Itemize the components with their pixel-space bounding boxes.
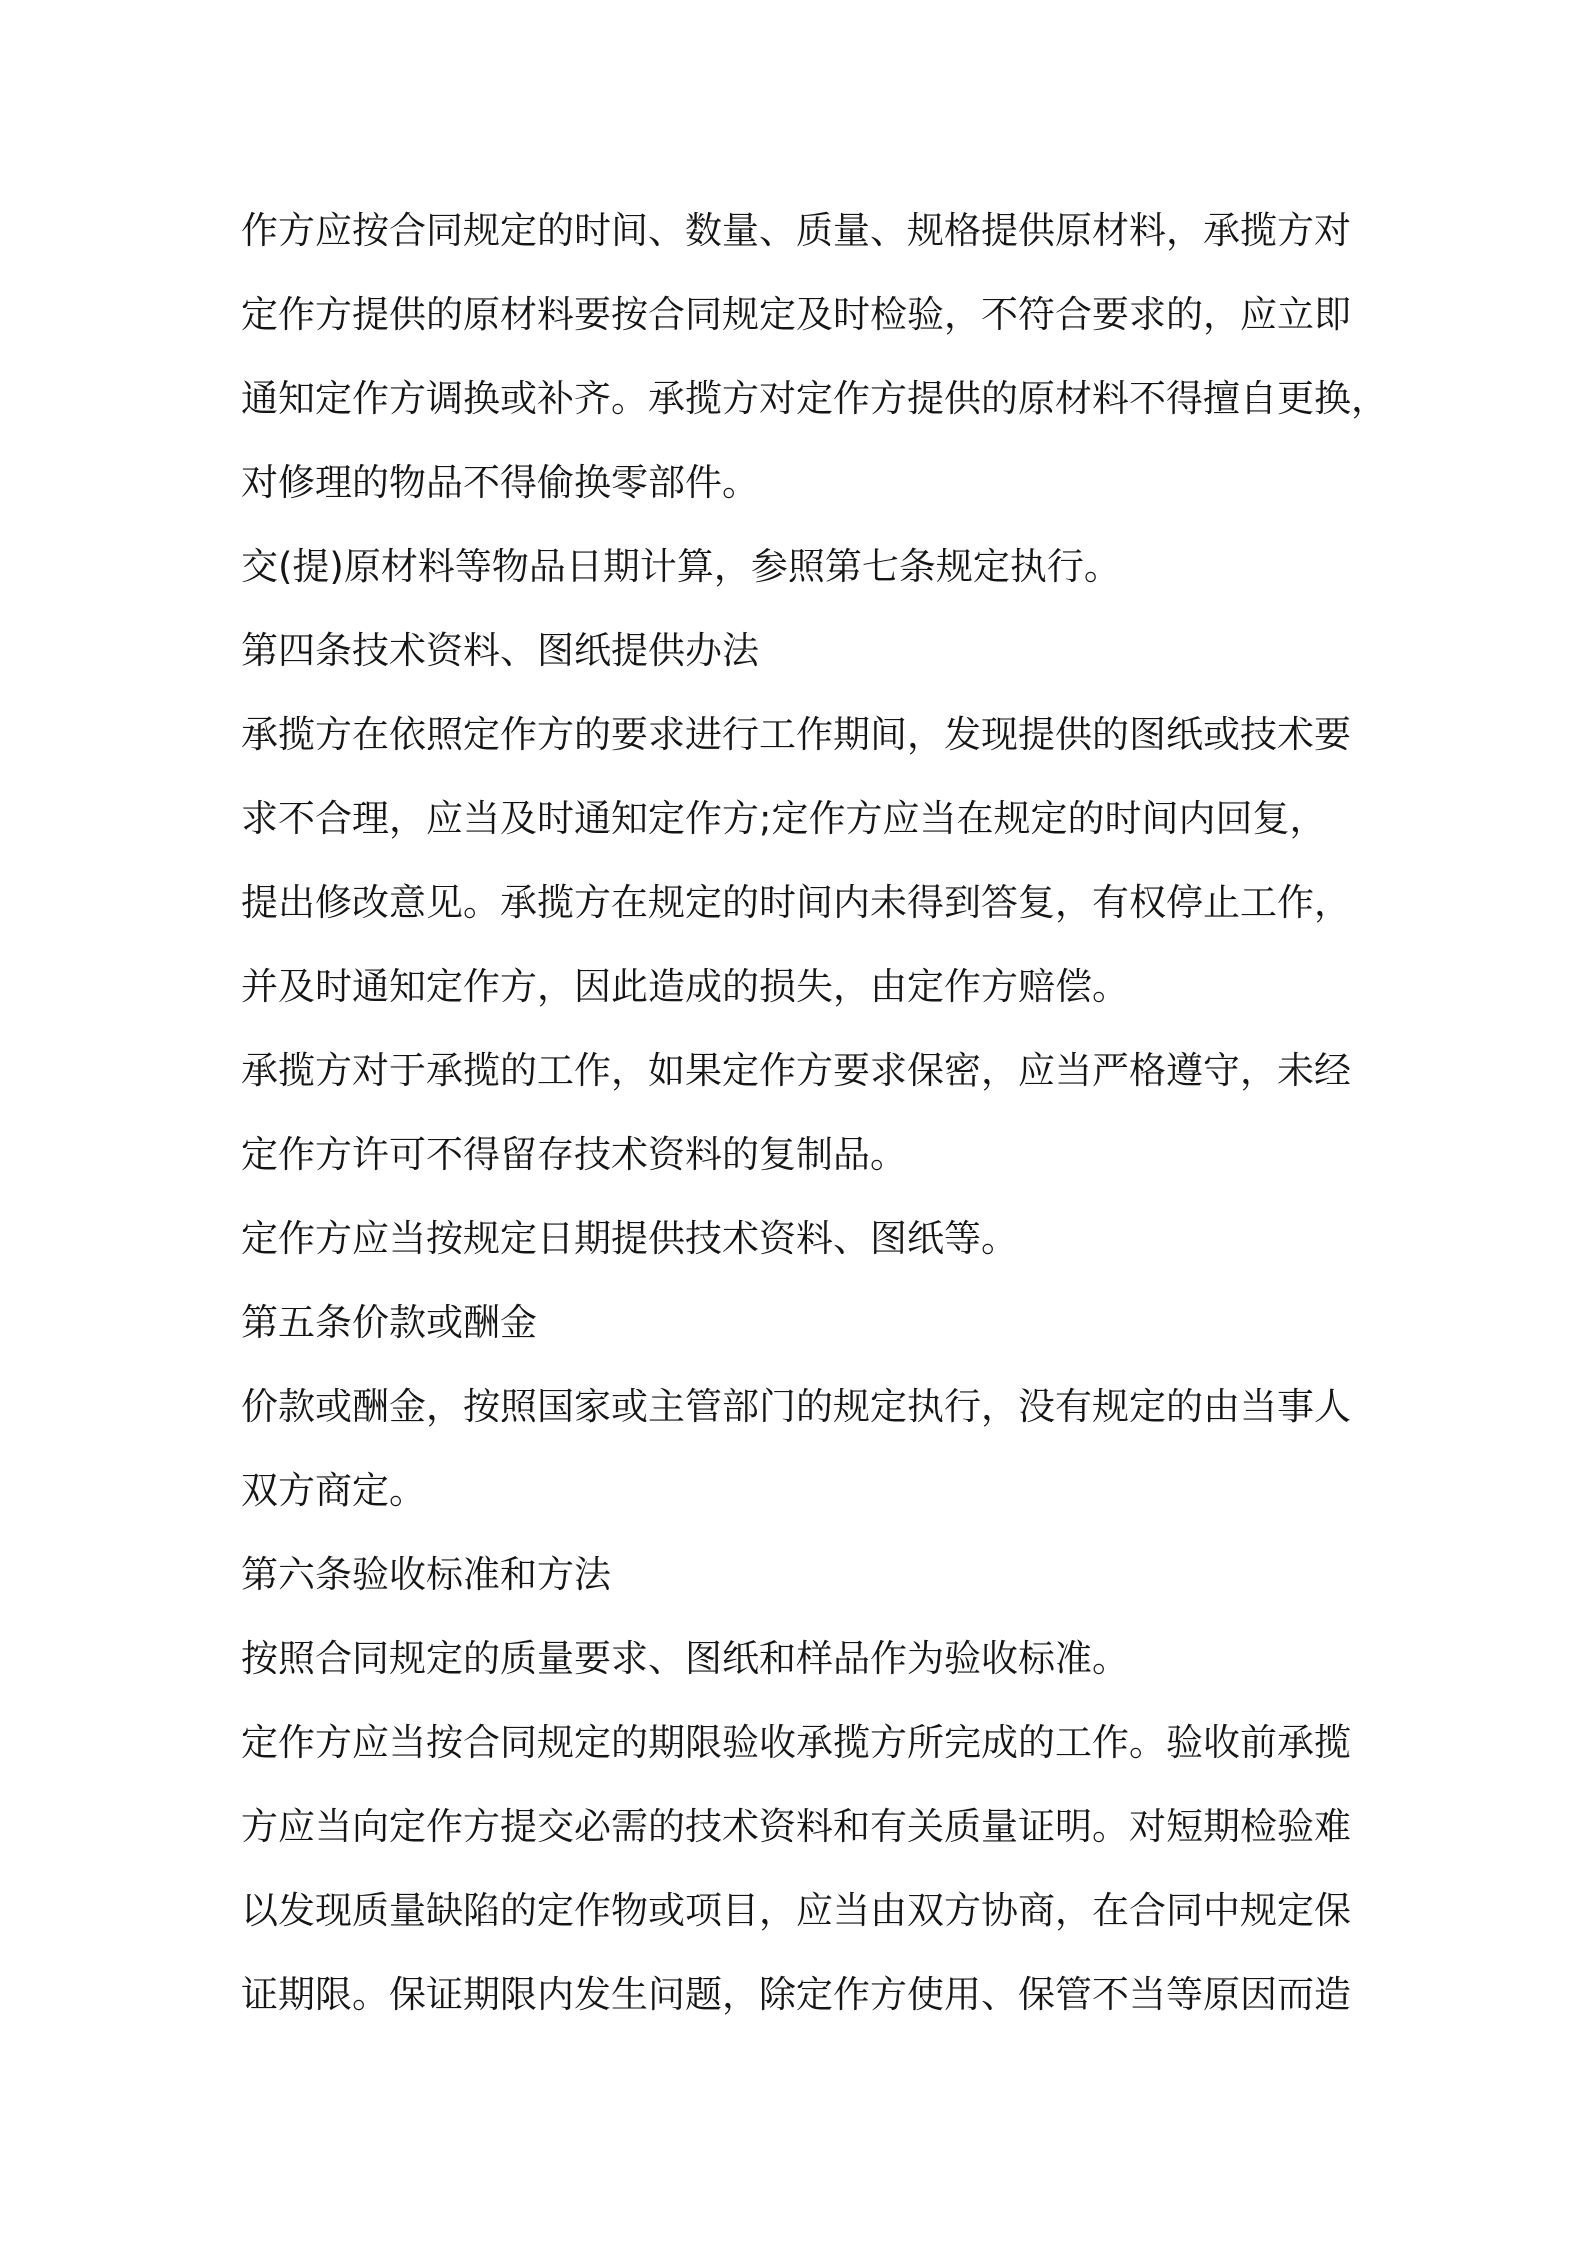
document-body bbox=[241, 196, 1388, 2044]
text-line: 定作方提供的原材料要按合同规定及时检验，不符合要求的，应立即 bbox=[241, 293, 1351, 336]
text-line: 按照合同规定的质量要求、图纸和样品作为验收标准。 bbox=[241, 1637, 1129, 1680]
text-line: 定作方应当按合同规定的期限验收承揽方所完成的工作。验收前承揽 bbox=[241, 1721, 1351, 1764]
text-line: 方应当向定作方提交必需的技术资料和有关质量证明。对短期检验难 bbox=[241, 1805, 1351, 1848]
text-line: 对修理的物品不得偷换零部件。 bbox=[241, 461, 759, 504]
text-line: 交(提)原材料等物品日期计算，参照第七条规定执行。 bbox=[241, 545, 1121, 588]
section-heading: 第五条价款或酬金 bbox=[241, 1301, 537, 1344]
section-heading: 第六条验收标准和方法 bbox=[241, 1553, 611, 1596]
text-line: 定作方许可不得留存技术资料的复制品。 bbox=[241, 1133, 907, 1176]
text-line: 价款或酬金，按照国家或主管部门的规定执行，没有规定的由当事人 bbox=[241, 1385, 1351, 1428]
text-line: 通知定作方调换或补齐。承揽方对定作方提供的原材料不得擅自更换， bbox=[241, 377, 1388, 420]
text-line: 承揽方在依照定作方的要求进行工作期间，发现提供的图纸或技术要 bbox=[241, 713, 1351, 756]
section-heading: 第四条技术资料、图纸提供办法 bbox=[241, 629, 759, 672]
text-line: 证期限。保证期限内发生问题，除定作方使用、保管不当等原因而造 bbox=[241, 1973, 1351, 2016]
text-line: 提出修改意见。承揽方在规定的时间内未得到答复，有权停止工作， bbox=[241, 881, 1351, 924]
text-line: 承揽方对于承揽的工作，如果定作方要求保密，应当严格遵守，未经 bbox=[241, 1049, 1351, 1092]
text-line: 并及时通知定作方，因此造成的损失，由定作方赔偿。 bbox=[241, 965, 1129, 1008]
text-line: 定作方应当按规定日期提供技术资料、图纸等。 bbox=[241, 1217, 1018, 1260]
text-line: 求不合理，应当及时通知定作方;定作方应当在规定的时间内回复， bbox=[241, 797, 1327, 840]
text-line: 以发现质量缺陷的定作物或项目，应当由双方协商，在合同中规定保 bbox=[241, 1889, 1351, 1932]
text-line: 作方应按合同规定的时间、数量、质量、规格提供原材料，承揽方对 bbox=[241, 209, 1351, 252]
text-line: 双方商定。 bbox=[241, 1469, 426, 1512]
